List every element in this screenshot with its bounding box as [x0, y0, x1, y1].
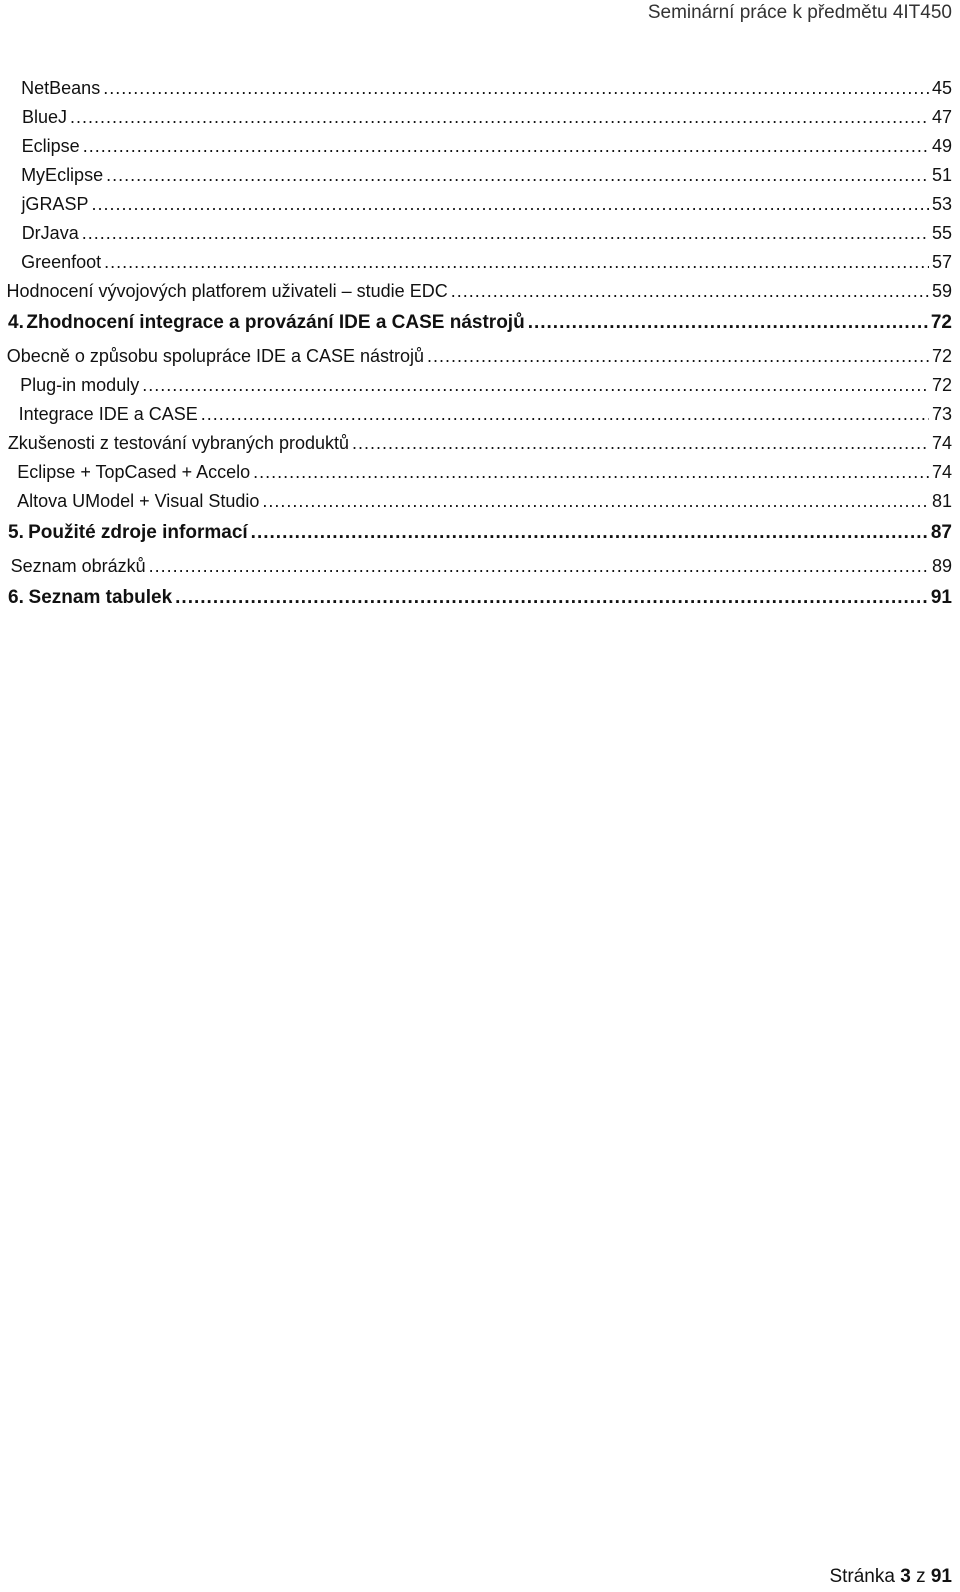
toc-leader-dots	[104, 252, 929, 273]
toc-entry-page: 74	[931, 433, 952, 453]
toc-leader-dots	[528, 312, 928, 334]
toc-entry-page: 53	[931, 194, 952, 214]
toc-entry-page: 49	[931, 136, 952, 156]
toc-entry-page: 57	[931, 252, 952, 272]
toc-entry-eclipse[interactable]	[0, 128, 960, 157]
toc-entry-title: Hodnocení vývojových platforem uživateli – studie EDC	[6, 281, 448, 301]
toc-entry-hodnoceni[interactable]	[0, 273, 960, 302]
toc-chapter-4[interactable]	[0, 305, 960, 334]
toc-entry-page: 87	[930, 522, 952, 543]
toc-entry-title: Greenfoot	[21, 252, 102, 272]
toc-entry-zkusenosti[interactable]	[0, 425, 960, 454]
toc-leader-dots	[142, 375, 929, 396]
toc-entry-integrace[interactable]	[0, 396, 960, 425]
toc-entry-myeclipse[interactable]	[0, 157, 960, 186]
toc-leader-dots	[253, 462, 929, 483]
toc-chapter-number: 4.	[8, 312, 24, 333]
toc-leader-dots	[70, 107, 929, 128]
toc-entry-page: 74	[931, 462, 952, 482]
toc-chapter-6[interactable]	[0, 580, 960, 609]
toc-entry-page: 72	[930, 312, 952, 333]
toc-leader-dots	[451, 281, 929, 302]
toc-leader-dots	[91, 194, 929, 215]
toc-entry-page: 89	[931, 556, 952, 576]
toc-leader-dots	[175, 587, 928, 609]
toc-entry-title: Zhodnocení integrace a provázání IDE a CASE nástrojů	[26, 312, 525, 333]
toc-entry-page: 47	[931, 107, 952, 127]
footer-total-pages: 91	[930, 1566, 952, 1587]
toc-leader-dots	[106, 165, 929, 186]
toc-entry-jgrasp[interactable]	[0, 186, 960, 215]
toc-leader-dots	[262, 491, 929, 512]
footer-current-page: 3	[900, 1566, 911, 1587]
toc-entry-title: Eclipse	[21, 136, 80, 156]
toc-leader-dots	[251, 522, 928, 544]
toc-entry-title: Integrace IDE a CASE	[18, 404, 198, 424]
toc-entry-title: NetBeans	[21, 78, 101, 98]
toc-chapter-5[interactable]	[0, 515, 960, 544]
toc-entry-title: DrJava	[21, 223, 79, 243]
toc-entry-title: Obecně o způsobu spolupráce IDE a CASE nástrojů	[6, 346, 425, 366]
toc-entry-page: 45	[931, 78, 952, 98]
toc-leader-dots	[427, 346, 929, 367]
toc-entry-page: 72	[931, 375, 952, 395]
toc-entry-page: 55	[931, 223, 952, 243]
toc-entry-title: Plug-in moduly	[20, 375, 140, 395]
toc-entry-eclipse-topcased[interactable]	[0, 454, 960, 483]
toc-entry-page: 59	[931, 281, 952, 301]
toc-entry-page: 91	[930, 587, 952, 608]
toc-leader-dots	[82, 223, 929, 244]
toc-entry-altova[interactable]	[0, 483, 960, 512]
toc-entry-drjava[interactable]	[0, 215, 960, 244]
toc-entry-page: 73	[931, 404, 952, 424]
toc-leader-dots	[201, 404, 929, 425]
toc-entry-bluej[interactable]	[0, 99, 960, 128]
toc-entry-title: Eclipse + TopCased + Accelo	[17, 462, 251, 482]
toc-entry-title: Seznam tabulek	[28, 587, 173, 608]
footer-prefix: Stránka	[829, 1566, 895, 1587]
toc-leader-dots	[103, 78, 929, 99]
toc-chapter-number: 5.	[8, 522, 24, 543]
toc-leader-dots	[149, 556, 929, 577]
toc-entry-page: 81	[931, 491, 952, 511]
toc-entry-title: Seznam obrázků	[10, 556, 146, 576]
toc-entry-page: 72	[931, 346, 952, 366]
toc-leader-dots	[83, 136, 929, 157]
toc-entry-netbeans[interactable]	[0, 70, 960, 99]
page-footer	[829, 1566, 952, 1588]
toc-entry-page: 51	[931, 165, 952, 185]
toc-entry-obecne[interactable]	[0, 338, 960, 367]
toc-entry-title: BlueJ	[21, 107, 68, 127]
toc-entry-greenfoot[interactable]	[0, 244, 960, 273]
toc-entry-seznam-obrazku[interactable]	[0, 548, 960, 577]
toc-chapter-number: 6.	[8, 587, 24, 608]
page-header: Seminární práce k předmětu 4IT450	[647, 2, 952, 23]
toc-entry-plugin-moduly[interactable]	[0, 367, 960, 396]
toc-leader-dots	[352, 433, 929, 454]
toc-entry-title: MyEclipse	[21, 165, 104, 185]
toc-entry-title: Zkušenosti z testování vybraných produktů	[7, 433, 349, 453]
toc-entry-title: Altova UModel + Visual Studio	[17, 491, 260, 511]
toc-entry-title: Použité zdroje informací	[28, 522, 248, 543]
footer-separator: z	[916, 1566, 926, 1587]
toc-entry-title: jGRASP	[21, 194, 89, 214]
